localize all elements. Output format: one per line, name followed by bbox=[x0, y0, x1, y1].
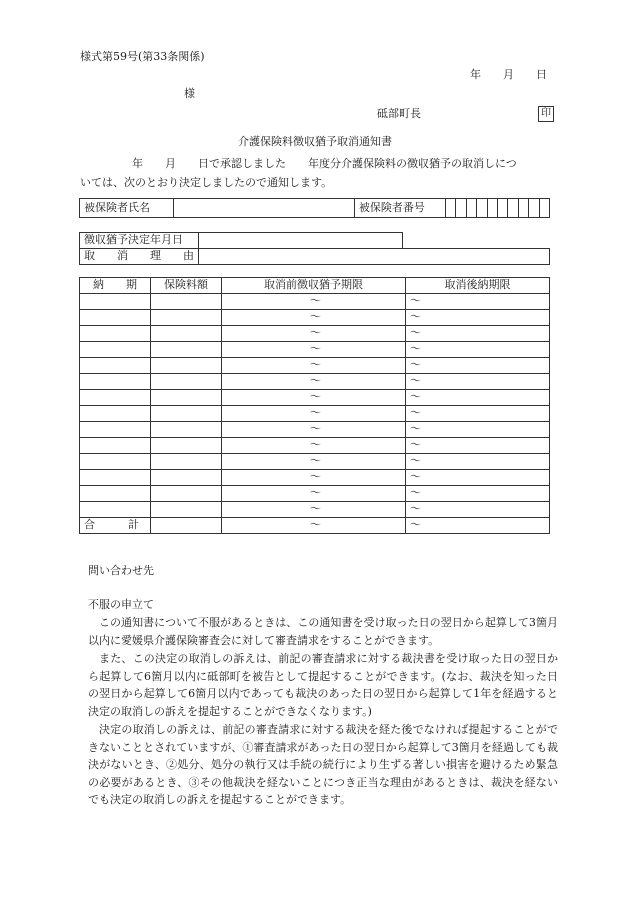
premium-amount-cell bbox=[151, 374, 222, 390]
issuer-name: 砥部町長 bbox=[377, 107, 421, 120]
deferral-deadline-before-cell: ～ bbox=[222, 326, 406, 342]
deferral-deadline-before-cell: ～ bbox=[222, 502, 406, 518]
document-title: 介護保険料徴収猶予取消通知書 bbox=[238, 135, 392, 148]
header-due-period: 納 期 bbox=[80, 278, 151, 294]
deferral-deadline-before-cell: ～ bbox=[222, 470, 406, 486]
due-period-cell bbox=[80, 294, 151, 310]
seal-char: 印 bbox=[538, 106, 554, 122]
premium-amount-cell bbox=[151, 310, 222, 326]
schedule-row bbox=[80, 390, 550, 406]
schedule-table bbox=[79, 277, 550, 534]
form-number: 様式第59号(第33条関係) bbox=[80, 50, 205, 63]
schedule-row bbox=[80, 374, 550, 390]
insured-number-digit bbox=[456, 199, 466, 218]
payment-deadline-after-cell: ～ bbox=[406, 390, 550, 406]
schedule-row bbox=[80, 342, 550, 358]
issue-date-line: 年 月 日 bbox=[470, 68, 547, 81]
schedule-row bbox=[80, 326, 550, 342]
deferral-deadline-before-cell: ～ bbox=[222, 454, 406, 470]
premium-amount-cell bbox=[151, 502, 222, 518]
schedule-row bbox=[80, 310, 550, 326]
decision-date-value bbox=[199, 233, 403, 249]
premium-amount-cell bbox=[151, 454, 222, 470]
seal-mark bbox=[538, 106, 554, 122]
payment-deadline-after-cell: ～ bbox=[406, 342, 550, 358]
insured-name-value bbox=[173, 199, 354, 218]
due-period-cell bbox=[80, 310, 151, 326]
payment-deadline-after-cell: ～ bbox=[406, 406, 550, 422]
due-period-cell bbox=[80, 470, 151, 486]
schedule-row bbox=[80, 454, 550, 470]
schedule-header-row bbox=[80, 278, 550, 294]
schedule-total-label: 合 計 bbox=[80, 518, 151, 534]
deferral-deadline-before-cell: ～ bbox=[222, 358, 406, 374]
payment-deadline-after-cell: ～ bbox=[406, 518, 550, 534]
payment-deadline-after-cell: ～ bbox=[406, 454, 550, 470]
schedule-row bbox=[80, 422, 550, 438]
due-period-cell bbox=[80, 390, 151, 406]
premium-amount-cell bbox=[151, 406, 222, 422]
schedule-row bbox=[80, 486, 550, 502]
intro-line-1: 年 月 日で承認しました 年度分介護保険料の徴収猶予の取消しにつ bbox=[132, 157, 517, 170]
insured-table bbox=[79, 198, 550, 218]
due-period-cell bbox=[80, 454, 151, 470]
due-period-cell bbox=[80, 438, 151, 454]
addressee-suffix: 様 bbox=[184, 87, 195, 100]
deferral-deadline-before-cell: ～ bbox=[222, 390, 406, 406]
deferral-deadline-before-cell: ～ bbox=[222, 518, 406, 534]
insured-number-digit bbox=[498, 199, 508, 218]
cancel-reason-value bbox=[199, 249, 550, 265]
schedule-row bbox=[80, 438, 550, 454]
due-period-cell bbox=[80, 422, 151, 438]
payment-deadline-after-cell: ～ bbox=[406, 358, 550, 374]
cancel-reason-row bbox=[80, 249, 550, 265]
premium-amount-cell bbox=[151, 390, 222, 406]
contact-label: 問い合わせ先 bbox=[88, 564, 154, 577]
objection-paragraph-2: また、この決定の取消しの訴えは、前記の審査請求に対する裁決書を受け取った日の翌日から起算して6箇月以内に砥部町を被告として提起することができます。(なお、裁決を知った日の翌日から起算して6箇月以内であっても裁決のあった日の翌日から起算して1年を経過すると決定の取消しの訴えを提起することができなくなります。) bbox=[88, 652, 558, 718]
insured-number-label: 被保険者番号 bbox=[354, 199, 445, 218]
objection-heading: 不服の申立て bbox=[88, 598, 154, 611]
objection-paragraph-1: この通知書について不服があるときは、この通知書を受け取った日の翌日から起算して3箇月以内に愛媛県介護保険審査会に対して審査請求をすることができます。 bbox=[88, 616, 558, 647]
due-period-cell bbox=[80, 374, 151, 390]
due-period-cell bbox=[80, 502, 151, 518]
decision-table bbox=[79, 232, 550, 265]
premium-amount-cell bbox=[151, 422, 222, 438]
deferral-deadline-before-cell: ～ bbox=[222, 486, 406, 502]
objection-paragraph-3: 決定の取消しの訴えは、前記の審査請求に対する裁決を経た後でなければ提起することができないこととされていますが、①審査請求があった日の翌日から起算して3箇月を経過しても裁決がないとき、②処分、処分の執行又は手続の続行により生ずる著しい損害を避けるため緊急の必要があるとき、③その他裁決を経ないことにつき正当な理由があるときは、裁決を経ないでも決定の取消しの訴えを提起することができます。 bbox=[88, 723, 558, 807]
premium-amount-cell bbox=[151, 486, 222, 502]
deferral-deadline-before-cell: ～ bbox=[222, 406, 406, 422]
due-period-cell bbox=[80, 342, 151, 358]
cancel-reason-label: 取 消 理 由 bbox=[80, 249, 199, 265]
insured-number-digit bbox=[446, 199, 456, 218]
decision-date-label: 徴収猶予決定年月日 bbox=[80, 233, 199, 249]
deferral-deadline-before-cell: ～ bbox=[222, 294, 406, 310]
header-premium-amount: 保険料額 bbox=[151, 278, 222, 294]
decision-date-row bbox=[80, 233, 550, 249]
premium-amount-cell bbox=[151, 342, 222, 358]
payment-deadline-after-cell: ～ bbox=[406, 374, 550, 390]
schedule-body bbox=[80, 294, 550, 534]
deferral-deadline-before-cell: ～ bbox=[222, 310, 406, 326]
insured-name-label: 被保険者氏名 bbox=[80, 199, 174, 218]
insured-number-digit bbox=[518, 199, 528, 218]
schedule-row bbox=[80, 294, 550, 310]
premium-amount-cell bbox=[151, 326, 222, 342]
due-period-cell bbox=[80, 358, 151, 374]
payment-deadline-after-cell: ～ bbox=[406, 486, 550, 502]
intro-line-2: いては、次のとおり決定しましたので通知します。 bbox=[80, 176, 333, 189]
payment-deadline-after-cell: ～ bbox=[406, 438, 550, 454]
insured-row bbox=[80, 199, 550, 218]
payment-deadline-after-cell: ～ bbox=[406, 470, 550, 486]
payment-deadline-after-cell: ～ bbox=[406, 294, 550, 310]
payment-deadline-after-cell: ～ bbox=[406, 502, 550, 518]
deferral-deadline-before-cell: ～ bbox=[222, 438, 406, 454]
deferral-deadline-before-cell: ～ bbox=[222, 374, 406, 390]
premium-amount-cell bbox=[151, 518, 222, 534]
header-payment-deadline-after: 取消後納期限 bbox=[406, 278, 550, 294]
premium-amount-cell bbox=[151, 470, 222, 486]
due-period-cell bbox=[80, 406, 151, 422]
payment-deadline-after-cell: ～ bbox=[406, 310, 550, 326]
insured-number-digit bbox=[487, 199, 497, 218]
payment-deadline-after-cell: ～ bbox=[406, 422, 550, 438]
insured-number-digit bbox=[508, 199, 518, 218]
due-period-cell bbox=[80, 326, 151, 342]
payment-deadline-after-cell: ～ bbox=[406, 326, 550, 342]
deferral-deadline-before-cell: ～ bbox=[222, 422, 406, 438]
premium-amount-cell bbox=[151, 294, 222, 310]
insured-number-digit bbox=[477, 199, 487, 218]
premium-amount-cell bbox=[151, 438, 222, 454]
insured-number-digit bbox=[466, 199, 476, 218]
schedule-row bbox=[80, 502, 550, 518]
insured-number-digit bbox=[539, 199, 549, 218]
insured-number-digit bbox=[529, 199, 539, 218]
schedule-row bbox=[80, 406, 550, 422]
premium-amount-cell bbox=[151, 358, 222, 374]
schedule-total-row bbox=[80, 518, 550, 534]
schedule-row bbox=[80, 470, 550, 486]
deferral-deadline-before-cell: ～ bbox=[222, 342, 406, 358]
header-deferral-deadline-before: 取消前徴収猶予期限 bbox=[222, 278, 406, 294]
schedule-row bbox=[80, 358, 550, 374]
due-period-cell bbox=[80, 486, 151, 502]
